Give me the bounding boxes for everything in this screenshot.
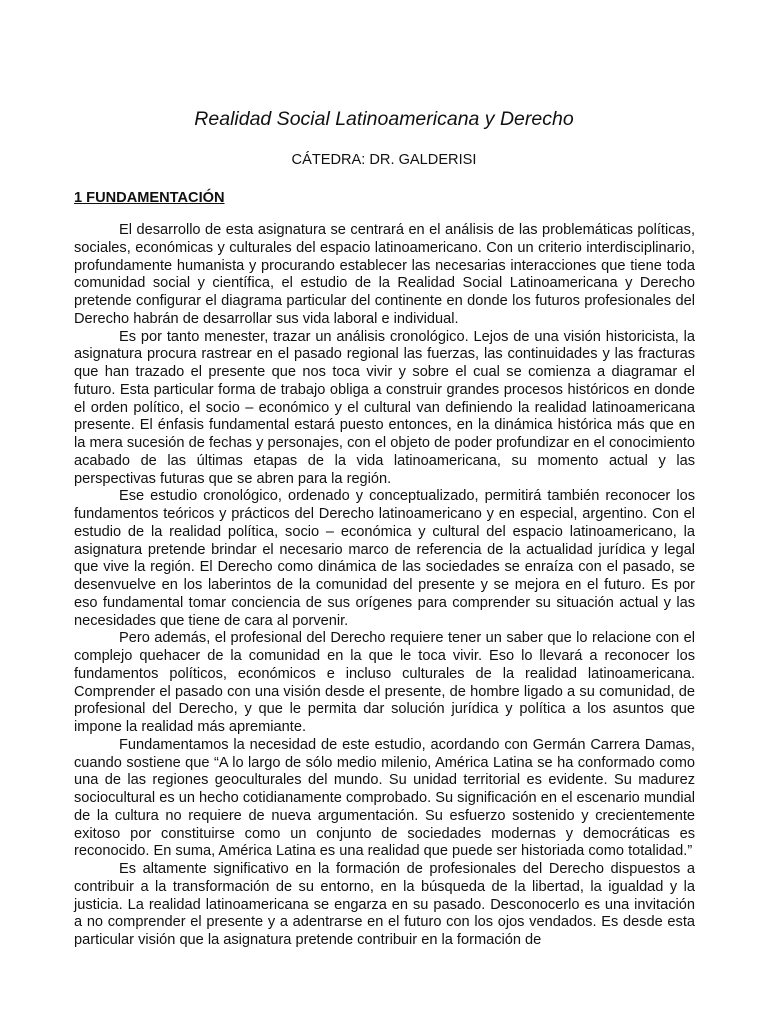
document-body <box>74 222 695 950</box>
document-subtitle: CÁTEDRA: DR. GALDERISI <box>291 152 477 168</box>
section-heading: 1 FUNDAMENTACIÓN <box>74 190 225 206</box>
paragraph-4: Pero además, el profesional del Derecho requiere tener un saber que lo relacione con el complejo quehacer de la comunidad en la que le toca vivir. Eso lo llevará a reconocer los fundamentos políticos, económicos e incluso culturales de la realidad latinoamericana. Comprender el pasado con una visión desde el presente, de hombre ligado a su comunidad, de profesional del Derecho, y que le permita dar solución jurídica y política a los asuntos que impone la realidad más apremiante. <box>74 630 695 735</box>
document-title: Realidad Social Latinoamericana y Derecho <box>194 108 574 130</box>
paragraph-6: Es altamente significativo en la formación de profesionales del Derecho dispuestos a contribuir a la transformación de su entorno, en la búsqueda de la libertad, la igualdad y la justicia. La realidad latinoamericana se engarza en su pasado. Desconocerlo es una invitación a no comprender el presente y a adentrarse en el futuro con los ojos vendados. Es desde esta particular visión que la asignatura pretende contribuir en la formación de <box>74 861 695 948</box>
paragraph-3: Ese estudio cronológico, ordenado y conceptualizado, permitirá también reconocer los fundamentos teóricos y prácticos del Derecho latinoamericano y en especial, argentino. Con el estudio de la realidad política, socio – económica y cultural del espacio latinoamericano, la asignatura pretende brindar el necesario marco de referencia de la actualidad jurídica y legal que vive la región. El Derecho como dinámica de las sociedades se enraíza con el pasado, se desenvuelve en los laberintos de la comunidad del presente y se mejora en el futuro. Es por eso fundamental tomar conciencia de sus orígenes para comprender su situación actual y las necesidades que tiene de cara al porvenir. <box>74 488 695 629</box>
paragraph-2: Es por tanto menester, trazar un análisis cronológico. Lejos de una visión historicista, la asignatura procura rastrear en el pasado regional las fuerzas, las continuidades y las fracturas que han trazado el presente que nos toca vivir y sobre el cual se comienza a diagramar el futuro. Esta particular forma de trabajo obliga a construir grandes procesos históricos en donde el orden político, el socio – económico y el cultural van definiendo la realidad latinoamericana presente. El énfasis fundamental estará puesto entonces, en la dinámica histórica más que en la mera sucesión de fechas y personajes, con el objeto de poder profundizar en el conocimiento acabado de las últimas etapas de la vida latinoamericana, su momento actual y las perspectivas futuras que se abren para la región. <box>74 328 695 487</box>
paragraph-5: Fundamentamos la necesidad de este estudio, acordando con Germán Carrera Damas, cuando sostiene que “A lo largo de sólo medio milenio, América Latina se ha conformado como una de las regiones geoculturales del mundo. Su unidad territorial es evidente. Su madurez sociocultural es un hecho cotidianamente comprobado. Su significación en el escenario mundial de la cultura no requiere de nueva argumentación. Su esfuerzo sostenido y crecientemente exitoso por constituirse como un conjunto de sociedades modernas y democráticas es reconocido. En suma, América Latina es una realidad que puede ser historiada como totalidad.” <box>74 736 695 860</box>
paragraph-1: El desarrollo de esta asignatura se centrará en el análisis de las problemáticas políticas, sociales, económicas y culturales del espacio latinoamericano. Con un criterio interdisciplinario, profundamente humanista y procurando establecer las necesarias interacciones que tiene toda comunidad social y científica, el estudio de la Realidad Social Latinoamericana y Derecho pretende configurar el diagrama particular del continente en donde los futuros profesionales del Derecho habrán de desarrollar sus vida laboral e individual. <box>74 222 695 327</box>
